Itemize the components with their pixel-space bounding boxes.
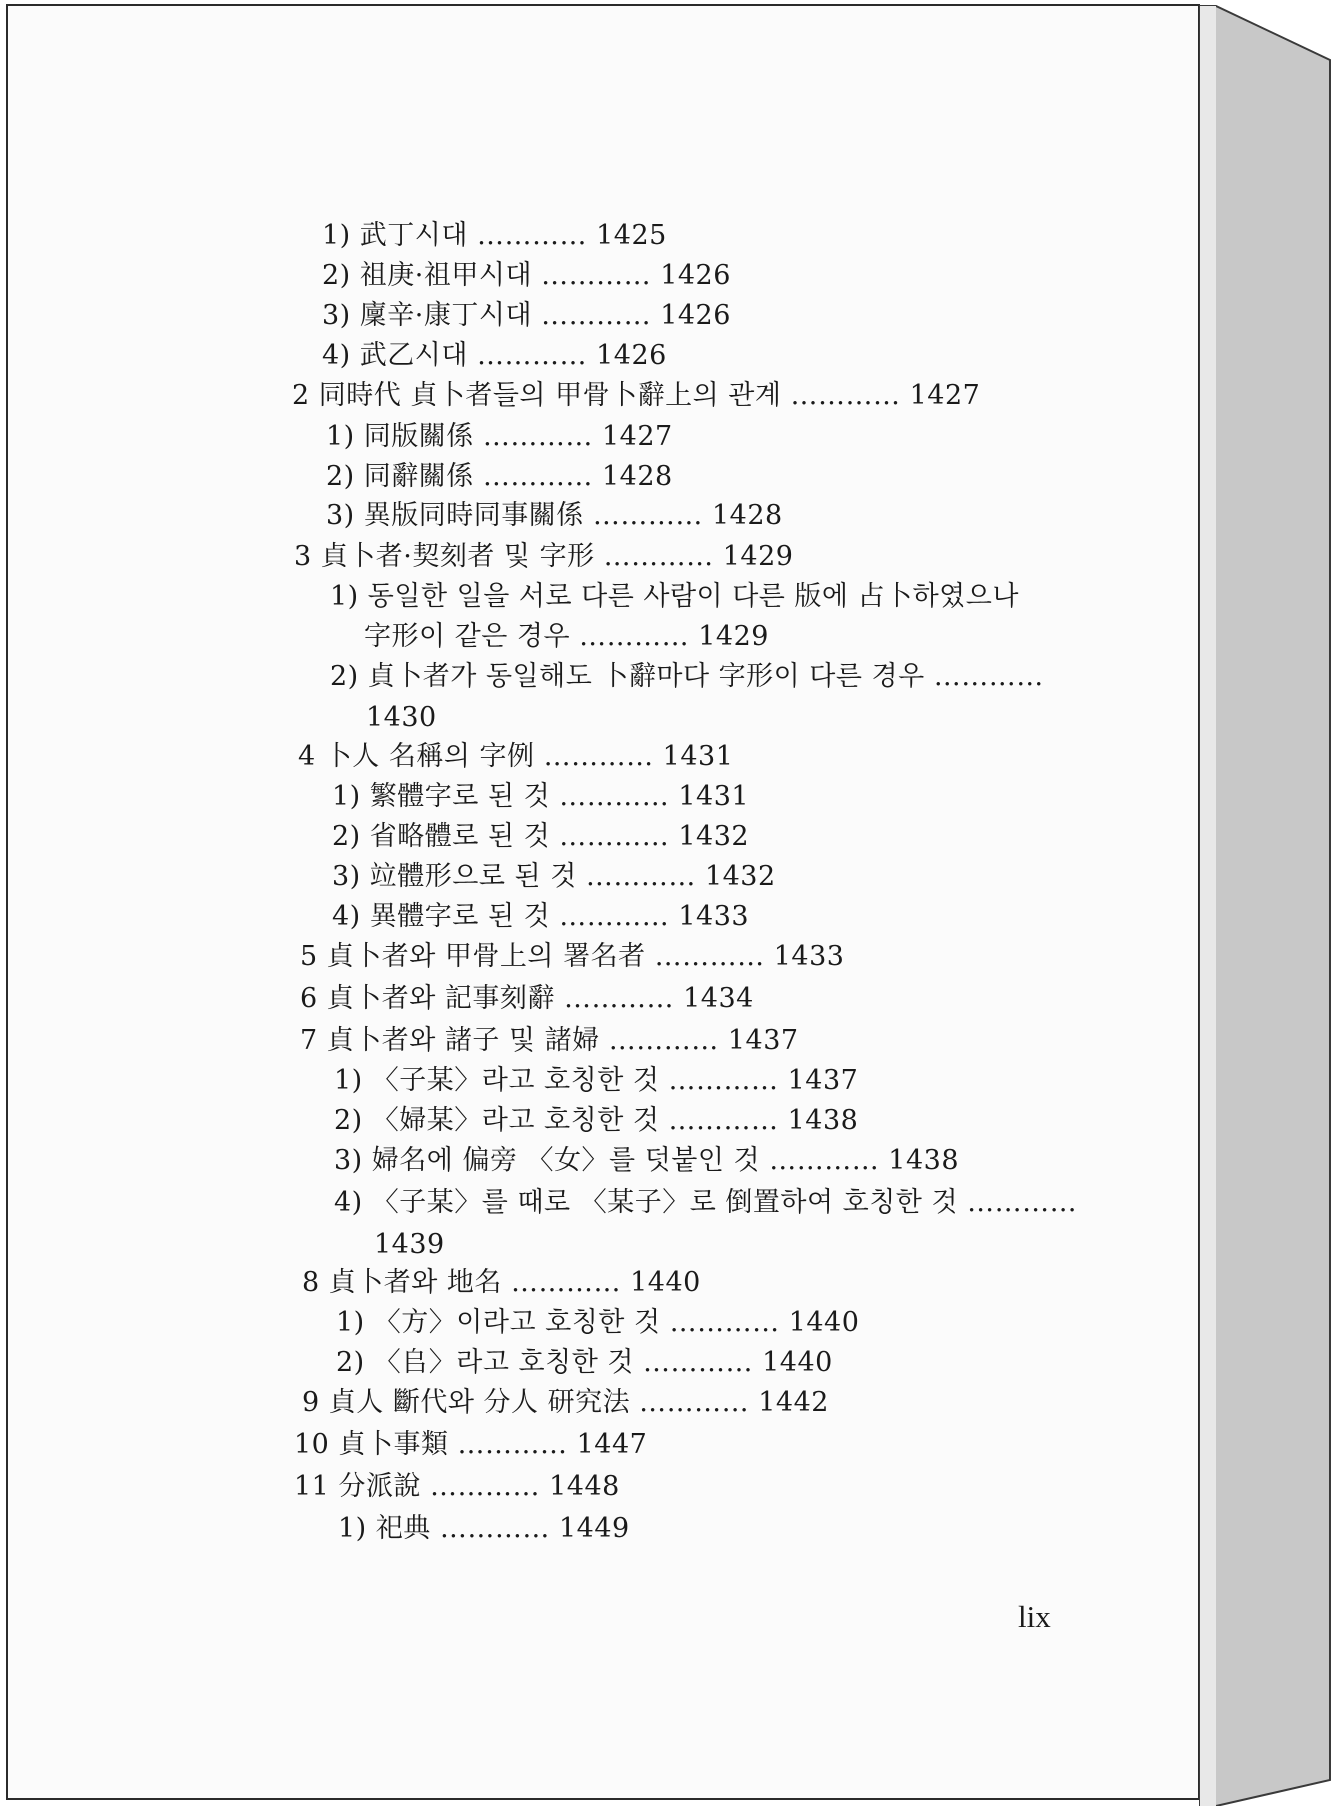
toc-entry: 3) 婦名에 偏旁 〈女〉를 덧붙인 것 ………… 1438 xyxy=(334,1145,959,1176)
toc-entry: 5 貞卜者와 甲骨上의 署名者 ………… 1433 xyxy=(300,941,845,972)
toc-entry: 2) 祖庚·祖甲시대 ………… 1426 xyxy=(322,260,731,291)
toc-entry: 4) 異體字로 된 것 ………… 1433 xyxy=(332,901,750,932)
toc-entry: 1) 武丁시대 ………… 1425 xyxy=(322,220,667,251)
toc-entry: 3) 異版同時同事關係 ………… 1428 xyxy=(326,500,783,531)
toc-entry: 1430 xyxy=(366,702,437,733)
toc-entry: 3 貞卜者·契刻者 및 字形 ………… 1429 xyxy=(294,541,794,572)
toc-entry: 2) 省略體로 된 것 ………… 1432 xyxy=(332,821,750,852)
toc-entry: 7 貞卜者와 諸子 및 諸婦 ………… 1437 xyxy=(300,1025,799,1056)
toc-entry: 2) 同辭關係 ………… 1428 xyxy=(326,461,673,492)
toc-entry: 8 貞卜者와 地名 ………… 1440 xyxy=(302,1267,701,1298)
toc-entry: 1) 祀典 ………… 1449 xyxy=(338,1513,630,1544)
toc-entry: 3) 廩辛·康丁시대 ………… 1426 xyxy=(322,300,731,331)
toc-entry: 1) 동일한 일을 서로 다른 사람이 다른 版에 占卜하였으나 xyxy=(330,581,1019,612)
toc-entry: 1439 xyxy=(374,1229,445,1260)
toc-entry: 9 貞人 斷代와 分人 研究法 ………… 1442 xyxy=(302,1387,829,1418)
toc-entry: 1) 同版關係 ………… 1427 xyxy=(326,421,673,452)
toc-entry: 4) 〈子某〉를 때로 〈某子〉로 倒置하여 호칭한 것 ………… xyxy=(334,1187,1078,1218)
toc-entry: 2 同時代 貞卜者들의 甲骨卜辭上의 관계 ………… 1427 xyxy=(292,380,981,411)
page-number: lix xyxy=(1018,1599,1051,1634)
toc-entry: 11 分派說 ………… 1448 xyxy=(294,1471,620,1502)
toc-entry: 字形이 같은 경우 ………… 1429 xyxy=(364,621,769,652)
toc-entry: 3) 竝體形으로 된 것 ………… 1432 xyxy=(332,861,776,892)
toc-entry: 1) 繁體字로 된 것 ………… 1431 xyxy=(332,781,750,812)
toc-entry: 1) 〈子某〉라고 호칭한 것 ………… 1437 xyxy=(334,1065,859,1096)
toc-entry: 6 貞卜者와 記事刻辭 ………… 1434 xyxy=(300,983,754,1014)
toc-entry: 10 貞卜事類 ………… 1447 xyxy=(294,1429,648,1460)
toc-entry: 1) 〈方〉이라고 호칭한 것 ………… 1440 xyxy=(336,1307,860,1338)
toc-entry: 2) 〈𠂤〉라고 호칭한 것 ………… 1440 xyxy=(336,1347,833,1378)
toc-entry: 2) 〈婦某〉라고 호칭한 것 ………… 1438 xyxy=(334,1105,859,1136)
toc-entry: 4 卜人 名稱의 字例 ………… 1431 xyxy=(298,741,734,772)
toc-entry: 4) 武乙시대 ………… 1426 xyxy=(322,340,667,371)
toc-entry: 2) 貞卜者가 동일해도 卜辭마다 字形이 다른 경우 ………… xyxy=(330,661,1044,692)
